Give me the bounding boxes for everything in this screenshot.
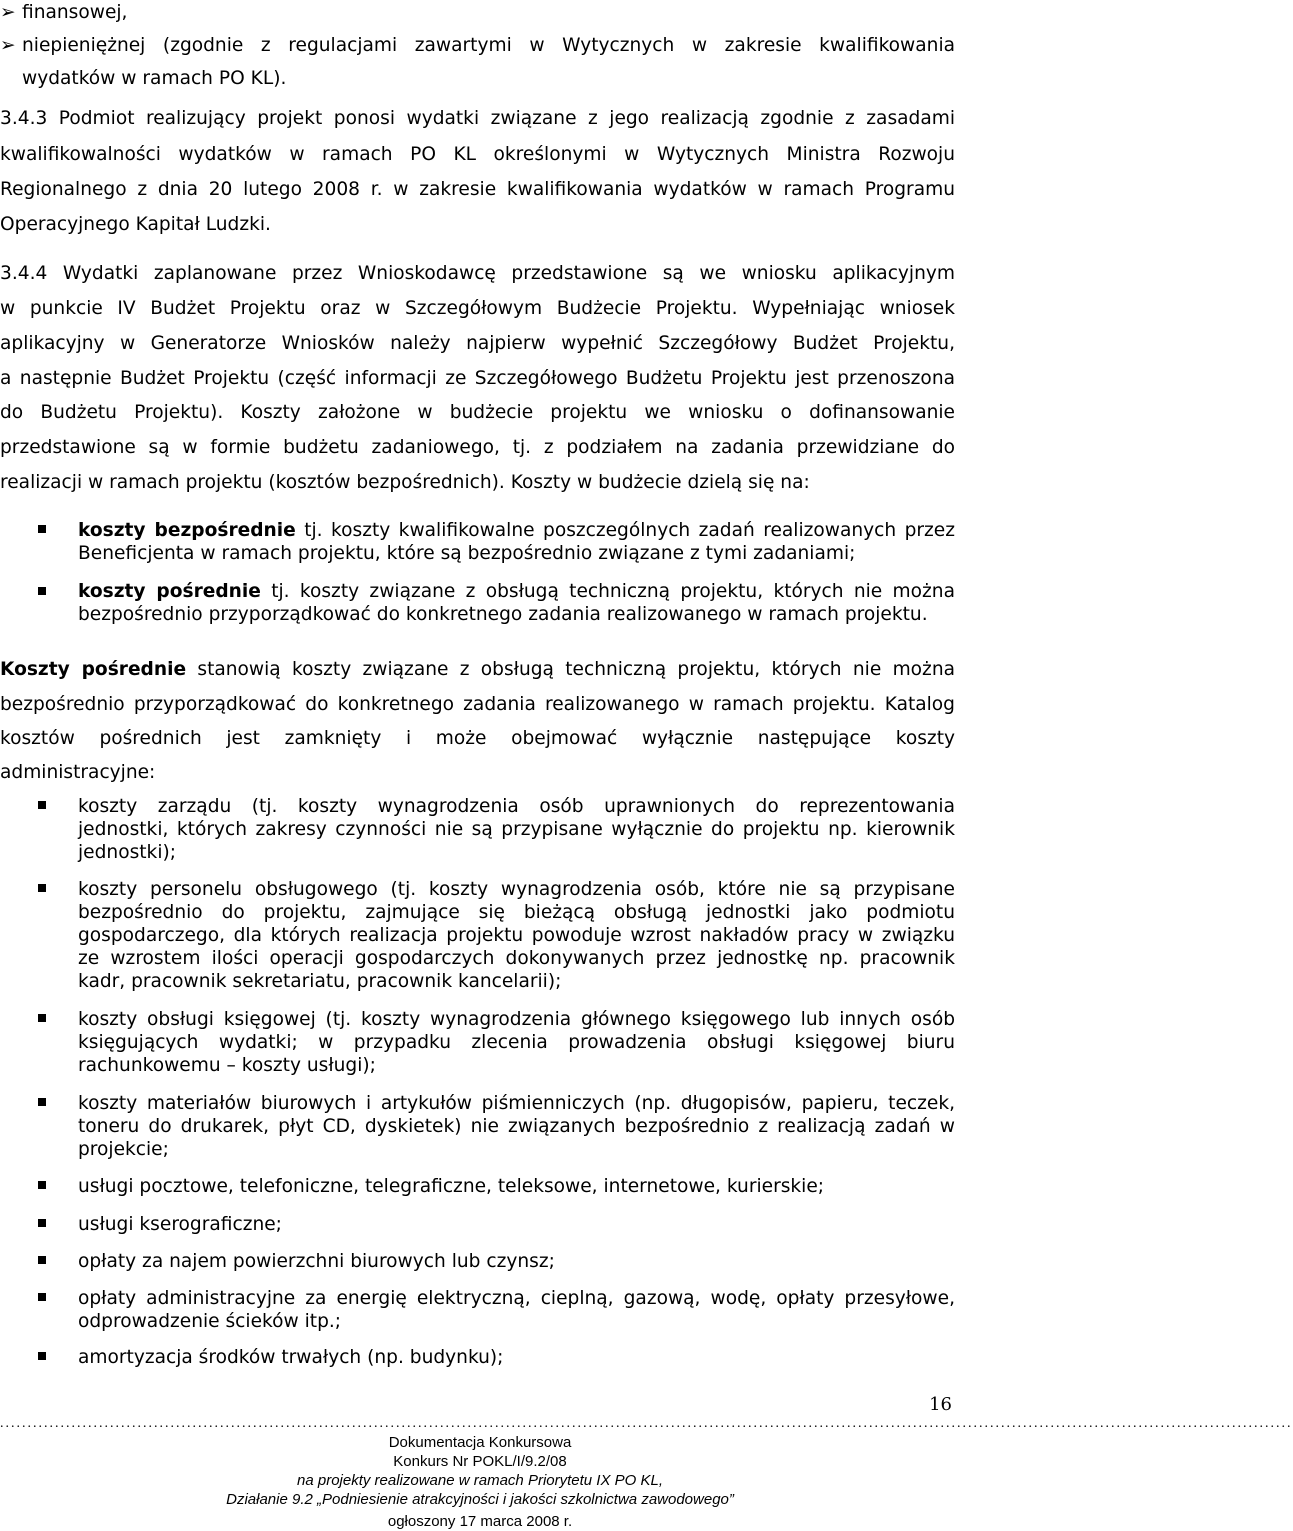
footer-line: Działanie 9.2 „Podniesienie atrakcyjności i jakości szkolnictwa zawodowego” [226, 1491, 734, 1508]
square-bullet-icon [38, 1219, 46, 1227]
cost-type-direct [78, 520, 955, 542]
term-bold: koszty bezpośrednie [78, 520, 296, 541]
paragraph-343-line: Operacyjnego Kapitał Ludzki. [0, 214, 271, 235]
paragraph-344-line: do Budżetu Projektu). Koszty założone w budżecie projektu we wniosku o dofinansowanie [0, 402, 955, 423]
cost-type-indirect [78, 581, 955, 603]
term-bold: koszty pośrednie [78, 581, 261, 602]
arrow-bullet-icon: ➢ [0, 2, 16, 23]
paragraph-343-line: kwalifikowalności wydatków w ramach PO KL określonymi w Wytycznych Ministra Rozwoju [0, 144, 955, 165]
list-item: toneru do drukarek, płyt CD, dyskietek) nie związanych bezpośrednio z realizacją zadań w [78, 1116, 955, 1137]
list-item: jednostki); [78, 842, 176, 863]
square-bullet-icon [38, 1098, 46, 1106]
list-item [0, 35, 955, 57]
square-bullet-icon [38, 884, 46, 892]
arrow-bullet-icon: ➢ [0, 35, 16, 56]
list-item: kadr, pracownik sekretariatu, pracownik kancelarii); [78, 971, 562, 992]
square-bullet-icon [38, 801, 46, 809]
list-item: jednostki, których zakresy czynności nie są przypisane wyłącznie do projektu np. kierownik [78, 819, 955, 840]
square-bullet-icon [38, 1293, 46, 1301]
list-item: koszty zarządu (tj. koszty wynagrodzenia osób uprawnionych do reprezentowania [78, 796, 955, 817]
list-item: księgujących wydatki; w przypadku zlecenia prowadzenia obsługi księgowej biuru [78, 1032, 955, 1053]
square-bullet-icon [38, 1014, 46, 1022]
list-item: usługi pocztowe, telefoniczne, telegraficzne, teleksowe, internetowe, kurierskie; [78, 1176, 825, 1197]
paragraph-343-line: 3.4.3 Podmiot realizujący projekt ponosi wydatki związane z jego realizacją zgodnie z zasadami [0, 108, 955, 129]
list-item: koszty materiałów biurowych i artykułów piśmienniczych (np. długopisów, papieru, teczek, [78, 1093, 955, 1114]
paragraph-344-line: przedstawione są w formie budżetu zadaniowego, tj. z podziałem na zadania przewidziane do [0, 437, 955, 458]
cost-type-text: bezpośrednio przyporządkować do konkretnego zadania realizowanego w ramach projektu. [78, 604, 928, 625]
paragraph-344-line: a następnie Budżet Projektu (część informacji ze Szczegółowego Budżetu Projektu jest przenoszona [0, 368, 955, 389]
paragraph-344-line: realizacji w ramach projektu (kosztów bezpośrednich). Koszty w budżecie dzielą się na: [0, 472, 810, 493]
indirect-intro-line: bezpośrednio przyporządkować do konkretnego zadania realizowanego w ramach projektu. Katalog [0, 694, 955, 715]
paragraph-344-line: 3.4.4 Wydatki zaplanowane przez Wnioskodawcę przedstawione są we wniosku aplikacyjnym [0, 263, 955, 284]
indirect-intro-line: kosztów pośrednich jest zamknięty i może obejmować wyłącznie następujące koszty [0, 728, 955, 749]
paragraph-343-line: Regionalnego z dnia 20 lutego 2008 r. w zakresie kwalifikowania wydatków w ramach Programu [0, 179, 955, 200]
indirect-intro-line [0, 659, 955, 681]
footer-line: ogłoszony 17 marca 2008 r. [387, 1513, 573, 1530]
list-item-continuation: wydatków w ramach PO KL). [22, 68, 287, 89]
cost-type-text: tj. koszty związane z obsługą techniczną projektu, których nie można [260, 581, 955, 602]
list-item: koszty obsługi księgowej (tj. koszty wynagrodzenia głównego księgowego lub innych osób [78, 1009, 955, 1030]
square-bullet-icon [38, 1352, 46, 1360]
list-item: usługi kserograficzne; [78, 1214, 282, 1235]
list-item: ze wzrostem ilości operacji gospodarczych dokonywanych przez jednostkę np. pracownik [78, 948, 955, 969]
list-item: opłaty administracyjne za energię elektryczną, cieplną, gazową, wodę, opłaty przesyłowe, [78, 1288, 955, 1309]
list-item: koszty personelu obsługowego (tj. koszty wynagrodzenia osób, które nie są przypisane [78, 879, 955, 900]
page-number: 16 [929, 1394, 952, 1415]
indirect-intro-line: administracyjne: [0, 762, 156, 783]
list-item: rachunkowemu – koszty usługi); [78, 1055, 376, 1076]
list-item: amortyzacja środków trwałych (np. budynku); [78, 1347, 504, 1368]
list-item: projekcie; [78, 1139, 169, 1160]
list-item: bezpośrednio do projektu, zajmujące się bieżącą obsługą jednostki jako podmiotu [78, 902, 955, 923]
square-bullet-icon [38, 525, 46, 533]
list-item-text: finansowej, [22, 2, 128, 23]
term-bold: Koszty pośrednie [0, 659, 187, 680]
list-item: odprowadzenie ścieków itp.; [78, 1311, 342, 1332]
paragraph-344-line: w punkcie IV Budżet Projektu oraz w Szczegółowym Budżecie Projektu. Wypełniając wniosek [0, 298, 955, 319]
square-bullet-icon [38, 587, 46, 595]
cost-type-text: Beneficjenta w ramach projektu, które są bezpośrednio związane z tymi zadaniami; [78, 543, 856, 564]
list-item [0, 2, 127, 24]
list-item: opłaty za najem powierzchni biurowych lub czynsz; [78, 1251, 555, 1272]
cost-type-text: tj. koszty kwalifikowalne poszczególnych zadań realizowanych przez [295, 520, 956, 541]
paragraph-344-line: aplikacyjny w Generatorze Wniosków należy najpierw wypełnić Szczegółowy Budżet Projektu, [0, 333, 955, 354]
indirect-intro-text: stanowią koszty związane z obsługą techniczną projektu, których nie można [186, 659, 955, 680]
square-bullet-icon [38, 1181, 46, 1189]
footer-divider: ........................................................................................................................................................................................................................................... [0, 1416, 1293, 1431]
list-item: gospodarczego, dla których realizacja projektu powoduje wzrost nakładów pracy w związku [78, 925, 955, 946]
list-item-text: niepieniężnej (zgodnie z regulacjami zawartymi w Wytycznych w zakresie kwalifikowania [22, 35, 955, 56]
footer-line: na projekty realizowane w ramach Priorytetu IX PO KL, [297, 1472, 663, 1489]
square-bullet-icon [38, 1256, 46, 1264]
footer-line: Konkurs Nr POKL/I/9.2/08 [393, 1453, 567, 1470]
footer-line: Dokumentacja Konkursowa [388, 1434, 572, 1451]
